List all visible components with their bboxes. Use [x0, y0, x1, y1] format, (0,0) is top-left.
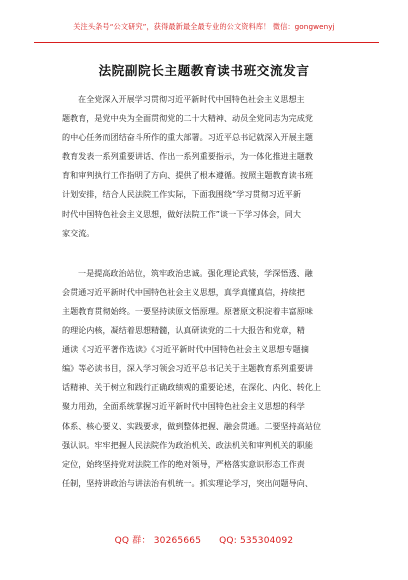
footer-qq-number: QQ: 535304092: [219, 536, 294, 546]
paragraph-line: 计划安排，结合人民法院工作实际，下面我围绕“学习贯彻习近平新: [62, 189, 301, 200]
paragraph-line: 的理论内核，凝结着思想精髓，认真研读党的二十大报告和党章，精: [62, 325, 305, 336]
paragraph-line: 聚力用劲，全面系统掌握习近平新时代中国特色社会主义思想的科学: [62, 401, 305, 412]
paragraph-line: 会贯通习近平新时代中国特色社会主义思想，真学真懂真信，持续把: [62, 286, 305, 297]
header-divider: [34, 42, 379, 43]
paragraph-line: 育和审判执行工作指明了方向、提供了根本遵循。按照主题教育读书班: [62, 170, 313, 181]
paragraph-line: 题教育，是党中央为全面贯彻党的二十大精神、动员全党同志为完成党: [62, 113, 313, 124]
paragraph-line: 任制，坚持讲政治与讲法治有机统一。抓实理论学习，突出问题导向、: [62, 477, 313, 488]
paragraph-line: 主题教育贯彻始终。一要坚持读原文悟原理。原著原文积淀着丰富原味: [62, 305, 313, 316]
paragraph-line: 的中心任务而团结奋斗所作的重大部署。习近平总书记就深入开展主题: [62, 132, 313, 143]
paragraph-line: 定位，始终坚持党对法院工作的绝对领导，严格落实意识形态工作责: [62, 458, 305, 469]
paragraph-gap: [62, 243, 358, 264]
paragraph-political-stance: [62, 264, 358, 493]
footer-contact: [0, 533, 408, 546]
paragraph-line: 体系、核心要义、实践要求，做到整体把握、融会贯通。二要坚持高站位: [62, 420, 322, 431]
paragraph-line: 教育发表一系列重要讲话、作出一系列重要指示，为一体化推进主题教: [62, 151, 313, 162]
paragraph-line: 强认识。牢牢把握人民法院作为政治机关、政法机关和审判机关的职能: [62, 439, 313, 450]
paragraph-line: 话精神、关于树立和践行正确政绩观的重要论述，在深化、内化、转化上: [62, 382, 322, 393]
header-banner: 关注头条号“公文研究”，获得最新最全最专业的公文资料库！ 微信：gongwenyj: [73, 22, 335, 31]
paragraph-intro: [62, 90, 358, 243]
paragraph-line: 通读《习近平著作选读》《习近平新时代中国特色社会主义思想专题摘: [62, 344, 309, 355]
paragraph-line: 在全党深入开展学习贯彻习近平新时代中国特色社会主义思想主: [78, 94, 305, 104]
paragraph-line: 时代中国特色社会主义思想，做好法院工作”谈一下学习体会，同大: [62, 208, 301, 219]
document-body: [62, 90, 358, 493]
paragraph-line: 编》等必读书目，深入学习领会习近平总书记关于主题教育系列重要讲: [62, 363, 313, 374]
paragraph-line: 一是提高政治站位，筑牢政治忠诚。强化理论武装，学深悟透、融: [78, 267, 313, 278]
footer-qq-group: QQ 群： 30265665: [114, 536, 202, 546]
document-title: 法院副院长主题教育读书班交流发言: [98, 63, 310, 78]
paragraph-line: 家交流。: [62, 227, 95, 238]
